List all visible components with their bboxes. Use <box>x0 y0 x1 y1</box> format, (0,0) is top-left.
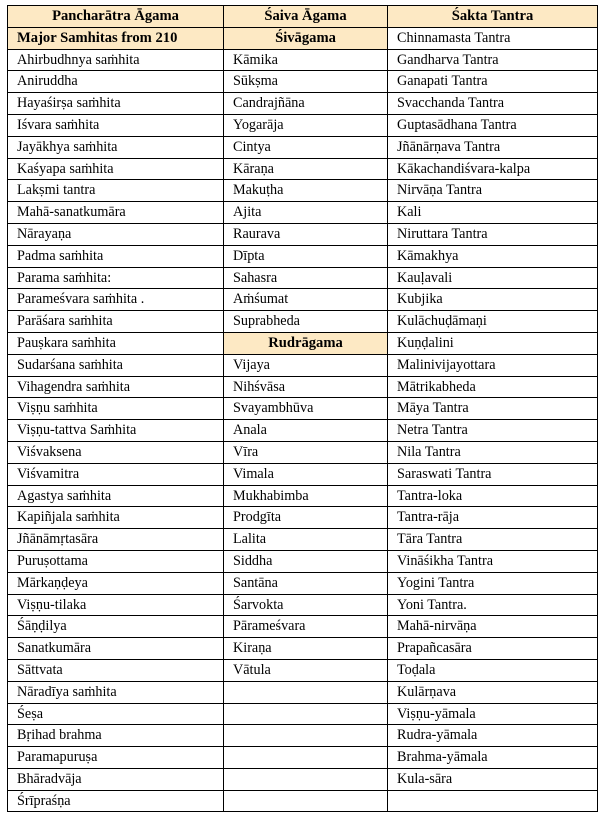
pancharatra-item: Mārkaṇḍeya <box>8 572 224 594</box>
table-row <box>8 638 598 660</box>
pancharatra-item: Śrīpraśṇa <box>8 790 224 812</box>
sakta-item: Viṣṇu-yāmala <box>388 703 598 725</box>
sakta-item: Kāmakhya <box>388 245 598 267</box>
pancharatra-item: Nāradīya saṁhita <box>8 681 224 703</box>
pancharatra-item: Viṣṇu saṁhita <box>8 398 224 420</box>
subheader-sivagama: Śivāgama <box>224 27 388 49</box>
pancharatra-item: Kapiñjala saṁhita <box>8 507 224 529</box>
empty-cell <box>224 747 388 769</box>
pancharatra-item: Iśvara saṁhita <box>8 114 224 136</box>
sakta-item: Mātrikabheda <box>388 376 598 398</box>
rudragama-item: Vijaya <box>224 354 388 376</box>
table-row <box>8 768 598 790</box>
table-row <box>8 71 598 93</box>
pancharatra-item: Parama saṁhita: <box>8 267 224 289</box>
table-row <box>8 529 598 551</box>
table-row <box>8 398 598 420</box>
pancharatra-item: Kaśyapa saṁhita <box>8 158 224 180</box>
table-row <box>8 376 598 398</box>
sakta-item: Toḍala <box>388 659 598 681</box>
table-row <box>8 114 598 136</box>
table-row <box>8 267 598 289</box>
table-row <box>8 485 598 507</box>
sakta-item: Nirvāṇa Tantra <box>388 180 598 202</box>
empty-cell <box>224 725 388 747</box>
pancharatra-item: Pauṣkara saṁhita <box>8 332 224 354</box>
table-row <box>8 180 598 202</box>
sakta-item: Netra Tantra <box>388 420 598 442</box>
empty-cell <box>224 703 388 725</box>
sakta-item: Kuṇḍalini <box>388 332 598 354</box>
header-row <box>8 6 598 28</box>
subheader-pancharatra: Major Samhitas from 210 <box>8 27 224 49</box>
table-row <box>8 747 598 769</box>
pancharatra-item: Bhāradvāja <box>8 768 224 790</box>
table-row <box>8 616 598 638</box>
sakta-item: Jñānārṇava Tantra <box>388 136 598 158</box>
sakta-item: Māya Tantra <box>388 398 598 420</box>
table-row <box>8 289 598 311</box>
pancharatra-item: Ahirbudhnya saṁhita <box>8 49 224 71</box>
rudragama-item: Pārameśvara <box>224 616 388 638</box>
sakta-item: Mahā-nirvāṇa <box>388 616 598 638</box>
sivagama-item: Dīpta <box>224 245 388 267</box>
sivagama-item: Cintya <box>224 136 388 158</box>
table-row <box>8 463 598 485</box>
table-body <box>8 27 598 812</box>
rudragama-item: Vātula <box>224 659 388 681</box>
pancharatra-item: Parāśara saṁhita <box>8 311 224 333</box>
table-row <box>8 594 598 616</box>
rudragama-item: Prodgīta <box>224 507 388 529</box>
sivagama-item: Kāraṇa <box>224 158 388 180</box>
sivagama-item: Yogarāja <box>224 114 388 136</box>
pancharatra-item: Hayaśirṣa saṁhita <box>8 93 224 115</box>
pancharatra-item: Bṛihad brahma <box>8 725 224 747</box>
rudragama-item: Anala <box>224 420 388 442</box>
rudragama-item: Lalita <box>224 529 388 551</box>
pancharatra-item: Sāttvata <box>8 659 224 681</box>
sakta-item: Kubjika <box>388 289 598 311</box>
table-row <box>8 703 598 725</box>
sakta-item: Tantra-loka <box>388 485 598 507</box>
subheader-rudragama: Rudrāgama <box>224 332 388 354</box>
sakta-item: Saraswati Tantra <box>388 463 598 485</box>
table-row <box>8 202 598 224</box>
sakta-item: Yoni Tantra. <box>388 594 598 616</box>
rudragama-item: Nihśvāsa <box>224 376 388 398</box>
rudragama-item: Mukhabimba <box>224 485 388 507</box>
pancharatra-item: Lakṣmi tantra <box>8 180 224 202</box>
sakta-item: Rudra-yāmala <box>388 725 598 747</box>
header-saiva: Śaiva Āgama <box>224 6 388 28</box>
pancharatra-item: Nārayaṇa <box>8 223 224 245</box>
sakta-item: Tāra Tantra <box>388 529 598 551</box>
agama-table <box>7 5 598 812</box>
pancharatra-item: Sudarśana saṁhita <box>8 354 224 376</box>
sivagama-item: Sahasra <box>224 267 388 289</box>
sivagama-item: Raurava <box>224 223 388 245</box>
table-row <box>8 507 598 529</box>
sivagama-item: Makuṭha <box>224 180 388 202</box>
empty-cell <box>224 768 388 790</box>
table-row <box>8 354 598 376</box>
pancharatra-item: Śāṇḍilya <box>8 616 224 638</box>
sakta-item: Kali <box>388 202 598 224</box>
rudragama-item: Santāna <box>224 572 388 594</box>
table-row <box>8 332 598 354</box>
rudragama-item: Siddha <box>224 550 388 572</box>
sakta-item: Gandharva Tantra <box>388 49 598 71</box>
table-row <box>8 681 598 703</box>
sakta-item: Prapañcasāra <box>388 638 598 660</box>
pancharatra-item: Vihagendra saṁhita <box>8 376 224 398</box>
sakta-item: Kākachandiśvara-kalpa <box>388 158 598 180</box>
pancharatra-item: Parameśvara saṁhita . <box>8 289 224 311</box>
sivagama-item: Kāmika <box>224 49 388 71</box>
pancharatra-item: Jayākhya saṁhita <box>8 136 224 158</box>
pancharatra-item: Agastya saṁhita <box>8 485 224 507</box>
sakta-item: Nila Tantra <box>388 441 598 463</box>
sivagama-item: Sūkṣma <box>224 71 388 93</box>
header-sakta: Śakta Tantra <box>388 6 598 28</box>
table-row <box>8 245 598 267</box>
table-row <box>8 223 598 245</box>
pancharatra-item: Puruṣottama <box>8 550 224 572</box>
sakta-item: Malinivijayottara <box>388 354 598 376</box>
sakta-item: Niruttara Tantra <box>388 223 598 245</box>
sakta-item: Kula-sāra <box>388 768 598 790</box>
sakta-item: Yogini Tantra <box>388 572 598 594</box>
pancharatra-item: Viśvaksena <box>8 441 224 463</box>
sakta-item: Brahma-yāmala <box>388 747 598 769</box>
sivagama-item: Suprabheda <box>224 311 388 333</box>
pancharatra-item: Paramapuruṣa <box>8 747 224 769</box>
sakta-item: Kulārṇava <box>388 681 598 703</box>
table-row <box>8 572 598 594</box>
empty-cell <box>224 681 388 703</box>
sakta-item: Svacchanda Tantra <box>388 93 598 115</box>
pancharatra-item: Padma saṁhita <box>8 245 224 267</box>
pancharatra-item: Śeṣa <box>8 703 224 725</box>
table-row <box>8 725 598 747</box>
table-row <box>8 158 598 180</box>
pancharatra-item: Viṣṇu-tattva Saṁhita <box>8 420 224 442</box>
pancharatra-item: Jñānāmṛtasāra <box>8 529 224 551</box>
sakta-item: Kulāchuḍāmaṇi <box>388 311 598 333</box>
rudragama-item: Svayambhūva <box>224 398 388 420</box>
pancharatra-item: Viśvamitra <box>8 463 224 485</box>
pancharatra-item: Viṣṇu-tilaka <box>8 594 224 616</box>
sakta-item: Kauḷavali <box>388 267 598 289</box>
sakta-item: Guptasādhana Tantra <box>388 114 598 136</box>
table-row <box>8 790 598 812</box>
header-pancharatra: Pancharātra Āgama <box>8 6 224 28</box>
empty-cell <box>388 790 598 812</box>
table-row <box>8 311 598 333</box>
table-row <box>8 441 598 463</box>
table-row <box>8 420 598 442</box>
rudragama-item: Vīra <box>224 441 388 463</box>
table-row <box>8 550 598 572</box>
sakta-item: Chinnamasta Tantra <box>388 27 598 49</box>
pancharatra-item: Sanatkumāra <box>8 638 224 660</box>
table-row <box>8 93 598 115</box>
table-row <box>8 136 598 158</box>
sivagama-item: Ajita <box>224 202 388 224</box>
table-row <box>8 49 598 71</box>
sakta-item: Ganapati Tantra <box>388 71 598 93</box>
rudragama-item: Kiraṇa <box>224 638 388 660</box>
empty-cell <box>224 790 388 812</box>
pancharatra-item: Aniruddha <box>8 71 224 93</box>
table-row <box>8 659 598 681</box>
sakta-item: Vināśikha Tantra <box>388 550 598 572</box>
sivagama-item: Candrajñāna <box>224 93 388 115</box>
sakta-item: Tantra-rāja <box>388 507 598 529</box>
sivagama-item: Aṁśumat <box>224 289 388 311</box>
pancharatra-item: Mahā-sanatkumāra <box>8 202 224 224</box>
table-row <box>8 27 598 49</box>
rudragama-item: Vimala <box>224 463 388 485</box>
rudragama-item: Śarvokta <box>224 594 388 616</box>
